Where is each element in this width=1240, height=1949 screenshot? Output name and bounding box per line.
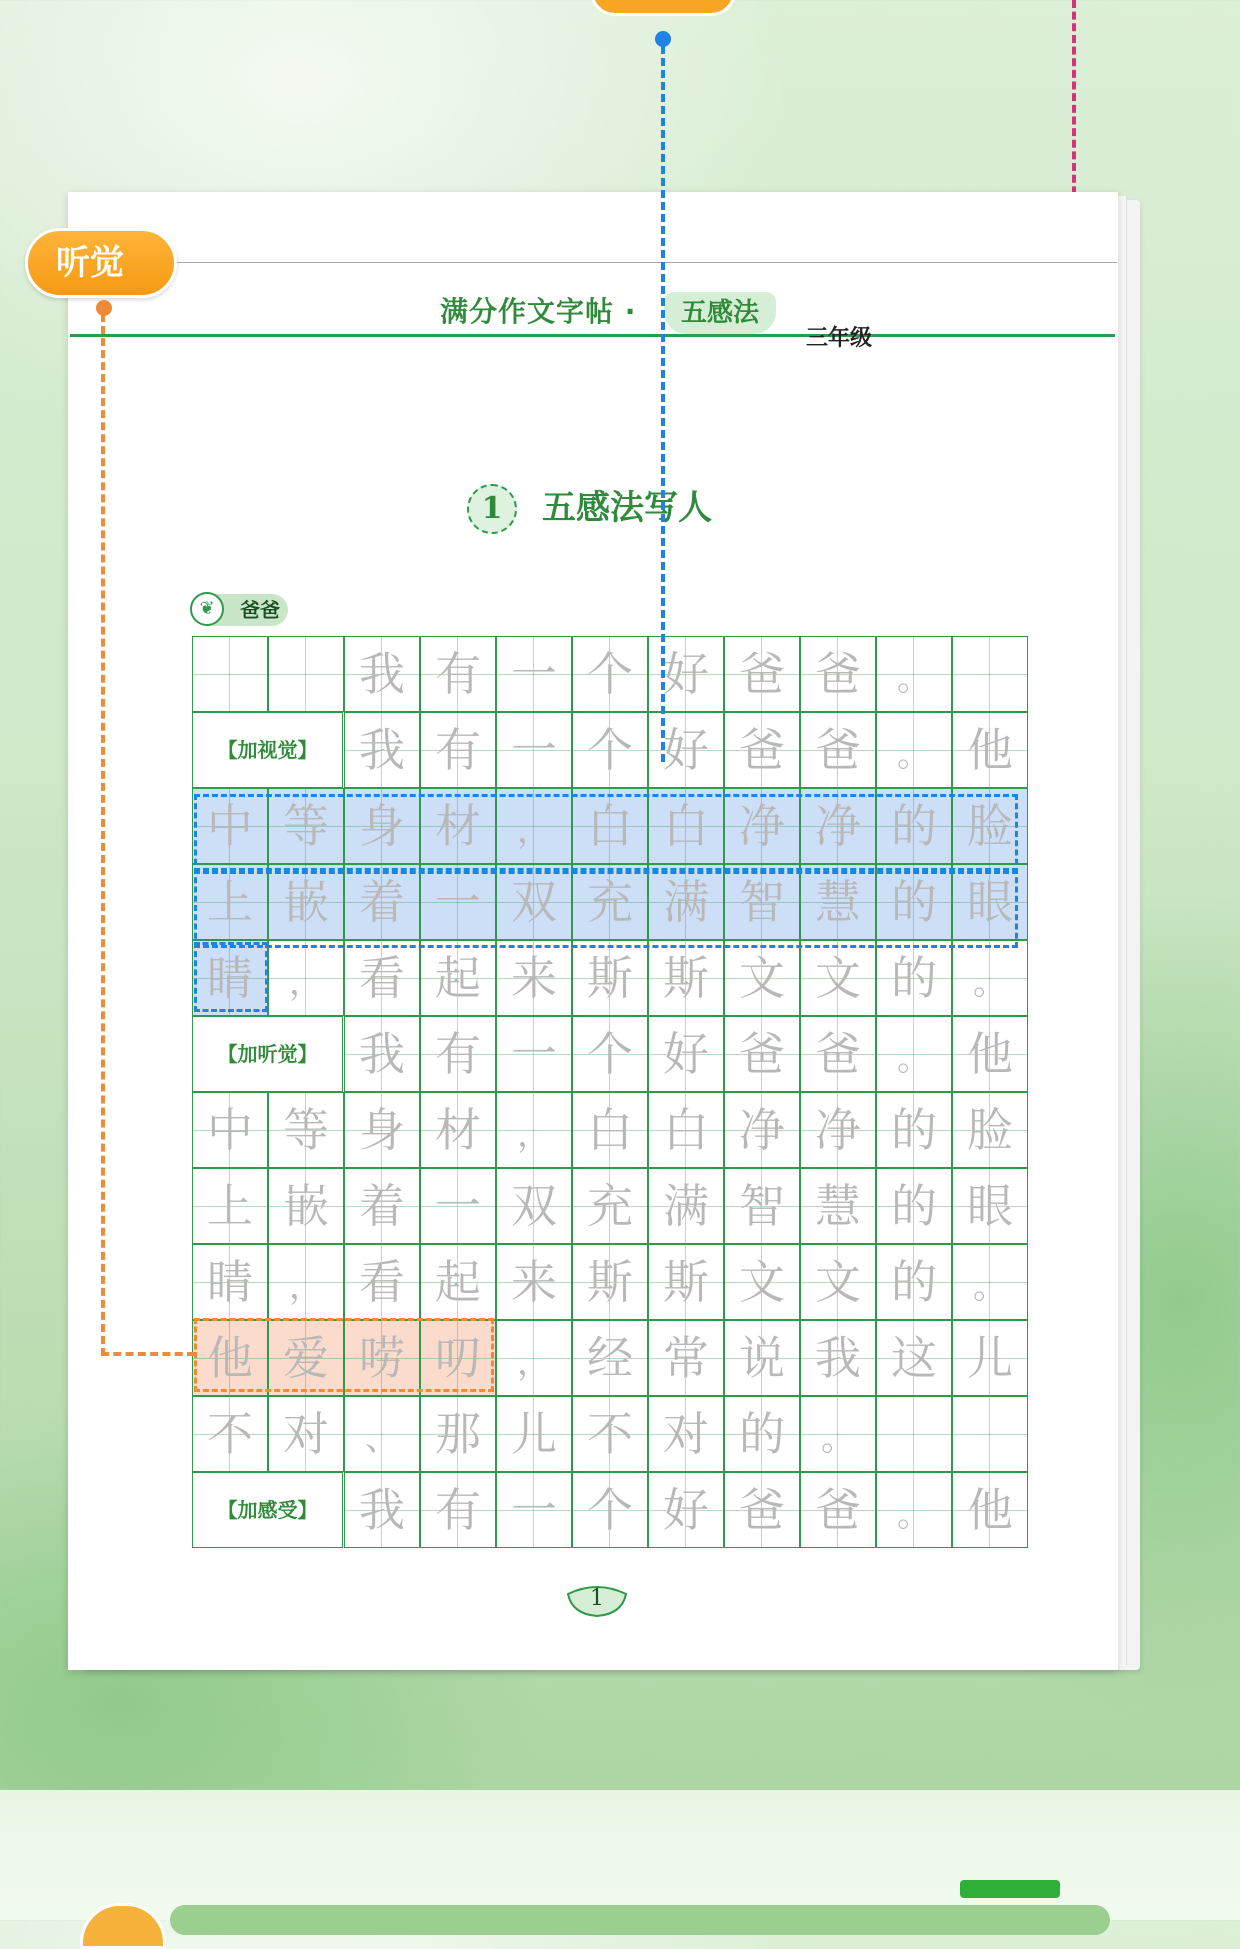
grid-cell[interactable]: 个 bbox=[572, 1016, 648, 1092]
grid-row bbox=[192, 636, 1022, 712]
grid-cell[interactable]: 睛 bbox=[192, 1244, 268, 1320]
top-callout-tag bbox=[590, 0, 736, 16]
grid-cell[interactable]: 唠 bbox=[344, 1320, 420, 1396]
grid-cell[interactable]: 上 bbox=[192, 864, 268, 940]
grid-cell[interactable]: 睛 bbox=[192, 940, 268, 1016]
grid-cell[interactable]: 净 bbox=[800, 1092, 876, 1168]
grid-cell[interactable]: 中 bbox=[192, 1092, 268, 1168]
blue-anchor-dot bbox=[655, 31, 671, 47]
grid-cell[interactable]: 一 bbox=[496, 636, 572, 712]
grid-cell[interactable]: 爸 bbox=[800, 1016, 876, 1092]
grid-cell[interactable]: 慧 bbox=[800, 864, 876, 940]
grid-cell[interactable]: 我 bbox=[800, 1320, 876, 1396]
grid-cell[interactable]: 他 bbox=[952, 1016, 1028, 1092]
highlight-box-blue-1 bbox=[194, 794, 1018, 874]
grid-cell[interactable]: 斯 bbox=[572, 940, 648, 1016]
grid-cell[interactable]: 。 bbox=[876, 636, 952, 712]
grid-cell[interactable]: 好 bbox=[648, 712, 724, 788]
grid-cell[interactable]: 个 bbox=[572, 636, 648, 712]
grid-cell[interactable]: 他 bbox=[192, 1320, 268, 1396]
grid-cell[interactable]: 满 bbox=[648, 1168, 724, 1244]
grid-cell[interactable]: 斯 bbox=[572, 1244, 648, 1320]
page-number-leaf bbox=[564, 1584, 630, 1618]
blue-dashed-line bbox=[661, 46, 665, 762]
grid-cell[interactable]: 我 bbox=[344, 1472, 420, 1548]
orange-dashed-line-horizontal bbox=[101, 1352, 195, 1356]
grid-cell[interactable]: 脸 bbox=[952, 1092, 1028, 1168]
grid-cell[interactable]: 中 bbox=[192, 788, 268, 864]
method-badge: 五感法 bbox=[664, 292, 776, 334]
grid-cell[interactable]: 上 bbox=[192, 1168, 268, 1244]
grid-cell[interactable]: 好 bbox=[648, 1016, 724, 1092]
grid-cell[interactable]: 个 bbox=[572, 1472, 648, 1548]
grid-cell[interactable]: 嵌 bbox=[268, 864, 344, 940]
grid-cell[interactable]: 。 bbox=[800, 1396, 876, 1472]
copybook-grid bbox=[192, 636, 1022, 1546]
grid-cell[interactable]: 一 bbox=[420, 864, 496, 940]
grid-cell[interactable]: 对 bbox=[648, 1396, 724, 1472]
grid-cell[interactable]: 着 bbox=[344, 864, 420, 940]
grid-cell[interactable]: 材 bbox=[420, 788, 496, 864]
grid-cell[interactable]: 不 bbox=[192, 1396, 268, 1472]
grid-cell[interactable]: 身 bbox=[344, 1092, 420, 1168]
bottom-green-tab bbox=[960, 1880, 1060, 1898]
row-label: 【加感受】 bbox=[192, 1472, 343, 1548]
grid-cell[interactable]: 等 bbox=[268, 788, 344, 864]
grid-cell[interactable]: 爸 bbox=[724, 636, 800, 712]
grid-cell[interactable]: 有 bbox=[420, 1472, 496, 1548]
grid-cell[interactable]: 的 bbox=[876, 940, 952, 1016]
grid-cell[interactable]: 来 bbox=[496, 1244, 572, 1320]
grid-cell[interactable]: 的 bbox=[876, 1092, 952, 1168]
bottom-band bbox=[0, 1790, 1240, 1920]
grid-cell[interactable]: 说 bbox=[724, 1320, 800, 1396]
grid-cell[interactable] bbox=[192, 636, 268, 712]
grid-cell[interactable]: 身 bbox=[344, 788, 420, 864]
grid-cell[interactable]: 材 bbox=[420, 1092, 496, 1168]
grid-cell[interactable]: ， bbox=[496, 1092, 572, 1168]
grid-cell[interactable]: 我 bbox=[344, 636, 420, 712]
grid-cell[interactable]: 的 bbox=[876, 864, 952, 940]
grid-cell[interactable] bbox=[952, 1396, 1028, 1472]
grid-cell[interactable]: 满 bbox=[648, 864, 724, 940]
bottom-bar bbox=[170, 1905, 1110, 1935]
grid-cell[interactable]: 的 bbox=[876, 1244, 952, 1320]
grid-cell[interactable]: 眼 bbox=[952, 1168, 1028, 1244]
grid-row bbox=[192, 1472, 1022, 1548]
grid-row bbox=[192, 1168, 1022, 1244]
grid-cell[interactable]: 那 bbox=[420, 1396, 496, 1472]
page-number: 1 bbox=[590, 1586, 604, 1611]
grid-cell[interactable]: 斯 bbox=[648, 940, 724, 1016]
grid-cell[interactable]: 不 bbox=[572, 1396, 648, 1472]
grid-cell[interactable]: 。 bbox=[952, 1244, 1028, 1320]
grid-cell[interactable]: 净 bbox=[724, 788, 800, 864]
grid-cell[interactable]: 我 bbox=[344, 712, 420, 788]
grid-cell[interactable]: 文 bbox=[724, 940, 800, 1016]
grid-cell[interactable]: 爱 bbox=[268, 1320, 344, 1396]
grid-cell[interactable]: 白 bbox=[572, 788, 648, 864]
leaf-icon: ❦ bbox=[190, 592, 224, 626]
grid-cell[interactable]: 叨 bbox=[420, 1320, 496, 1396]
grid-cell[interactable]: ， bbox=[268, 1244, 344, 1320]
grid-cell[interactable]: 来 bbox=[496, 940, 572, 1016]
row-label: 【加视觉】 bbox=[192, 712, 343, 788]
grid-cell[interactable]: 起 bbox=[420, 1244, 496, 1320]
grid-cell[interactable]: 我 bbox=[344, 1016, 420, 1092]
row-label: 【加听觉】 bbox=[192, 1016, 343, 1092]
grid-cell[interactable]: 斯 bbox=[648, 1244, 724, 1320]
grid-cell[interactable]: 。 bbox=[876, 712, 952, 788]
hearing-callout-tag: 听觉 bbox=[25, 228, 177, 298]
grid-cell[interactable] bbox=[268, 636, 344, 712]
grid-row bbox=[192, 1016, 1022, 1092]
grid-cell[interactable]: 爸 bbox=[724, 1472, 800, 1548]
grid-cell[interactable]: 智 bbox=[724, 864, 800, 940]
grid-cell[interactable]: 起 bbox=[420, 940, 496, 1016]
header-rule-grey bbox=[112, 262, 1117, 263]
grid-row bbox=[192, 712, 1022, 788]
grid-cell[interactable]: 眼 bbox=[952, 864, 1028, 940]
grid-cell[interactable]: 。 bbox=[876, 1016, 952, 1092]
grid-cell[interactable]: 个 bbox=[572, 712, 648, 788]
grid-cell[interactable]: 嵌 bbox=[268, 1168, 344, 1244]
grid-cell[interactable]: 充 bbox=[572, 864, 648, 940]
grid-cell[interactable]: 。 bbox=[952, 940, 1028, 1016]
highlight-box-orange bbox=[194, 1318, 494, 1392]
grid-cell[interactable]: 脸 bbox=[952, 788, 1028, 864]
grid-cell[interactable]: 爸 bbox=[724, 712, 800, 788]
header-rule-green bbox=[70, 334, 1115, 337]
grid-cell[interactable]: 充 bbox=[572, 1168, 648, 1244]
grid-cell[interactable]: 净 bbox=[724, 1092, 800, 1168]
grid-cell[interactable]: 的 bbox=[876, 788, 952, 864]
grid-cell[interactable]: 等 bbox=[268, 1092, 344, 1168]
grid-row bbox=[192, 1092, 1022, 1168]
grid-cell[interactable]: 对 bbox=[268, 1396, 344, 1472]
grid-cell[interactable]: 有 bbox=[420, 1016, 496, 1092]
grid-cell[interactable]: 一 bbox=[496, 1016, 572, 1092]
grid-cell[interactable]: 的 bbox=[876, 1168, 952, 1244]
highlight-box-blue-2 bbox=[194, 868, 1018, 948]
grid-cell[interactable]: ， bbox=[496, 1320, 572, 1396]
grid-cell[interactable]: 白 bbox=[572, 1092, 648, 1168]
grid-cell[interactable]: ， bbox=[496, 788, 572, 864]
grid-cell[interactable]: 儿 bbox=[952, 1320, 1028, 1396]
grid-cell[interactable]: 爸 bbox=[800, 712, 876, 788]
grid-cell[interactable]: 。 bbox=[876, 1472, 952, 1548]
grid-cell[interactable]: 文 bbox=[800, 940, 876, 1016]
grid-cell[interactable]: 好 bbox=[648, 1472, 724, 1548]
grid-cell[interactable]: 的 bbox=[724, 1396, 800, 1472]
grid-cell[interactable]: 经 bbox=[572, 1320, 648, 1396]
grid-row bbox=[192, 1244, 1022, 1320]
grid-cell[interactable]: 爸 bbox=[800, 1472, 876, 1548]
lesson-number: 1 bbox=[467, 484, 517, 534]
grid-cell[interactable]: 这 bbox=[876, 1320, 952, 1396]
grid-cell[interactable]: 文 bbox=[724, 1244, 800, 1320]
grid-cell[interactable] bbox=[876, 1396, 952, 1472]
grid-cell[interactable]: 一 bbox=[496, 1472, 572, 1548]
grid-cell[interactable]: 白 bbox=[648, 788, 724, 864]
grid-cell[interactable]: 双 bbox=[496, 1168, 572, 1244]
grid-cell[interactable]: 他 bbox=[952, 1472, 1028, 1548]
grid-cell[interactable]: 爸 bbox=[800, 636, 876, 712]
grid-cell[interactable]: 常 bbox=[648, 1320, 724, 1396]
grid-cell[interactable]: 慧 bbox=[800, 1168, 876, 1244]
pink-dashed-line bbox=[1072, 0, 1076, 206]
grid-cell[interactable]: 儿 bbox=[496, 1396, 572, 1472]
grid-cell[interactable]: 着 bbox=[344, 1168, 420, 1244]
grid-cell[interactable]: 他 bbox=[952, 712, 1028, 788]
grid-cell[interactable] bbox=[952, 636, 1028, 712]
grid-cell[interactable]: 文 bbox=[800, 1244, 876, 1320]
grid-cell[interactable]: 看 bbox=[344, 1244, 420, 1320]
grid-cell[interactable]: 看 bbox=[344, 940, 420, 1016]
grid-cell[interactable]: 有 bbox=[420, 712, 496, 788]
grid-cell[interactable]: 一 bbox=[420, 1168, 496, 1244]
grid-cell[interactable]: 有 bbox=[420, 636, 496, 712]
grid-row bbox=[192, 940, 1022, 1016]
grid-cell[interactable]: 一 bbox=[496, 712, 572, 788]
grid-cell[interactable]: 白 bbox=[648, 1092, 724, 1168]
highlight-box-blue-3 bbox=[194, 942, 268, 1012]
grid-cell[interactable]: ， bbox=[268, 940, 344, 1016]
grid-cell[interactable]: 智 bbox=[724, 1168, 800, 1244]
grid-cell[interactable]: 爸 bbox=[724, 1016, 800, 1092]
grid-cell[interactable]: 双 bbox=[496, 864, 572, 940]
book-title: 满分作文字帖 · bbox=[440, 295, 637, 328]
subject-tag: 爸爸 bbox=[192, 594, 288, 626]
grid-row bbox=[192, 1396, 1022, 1472]
grid-cell[interactable]: 净 bbox=[800, 788, 876, 864]
grid-cell[interactable]: 好 bbox=[648, 636, 724, 712]
grade-label: 三年级 bbox=[806, 326, 873, 351]
grid-cell[interactable]: 、 bbox=[344, 1396, 420, 1472]
lesson-title: 五感法写人 bbox=[542, 488, 712, 528]
orange-dashed-line-vertical bbox=[101, 314, 105, 1356]
